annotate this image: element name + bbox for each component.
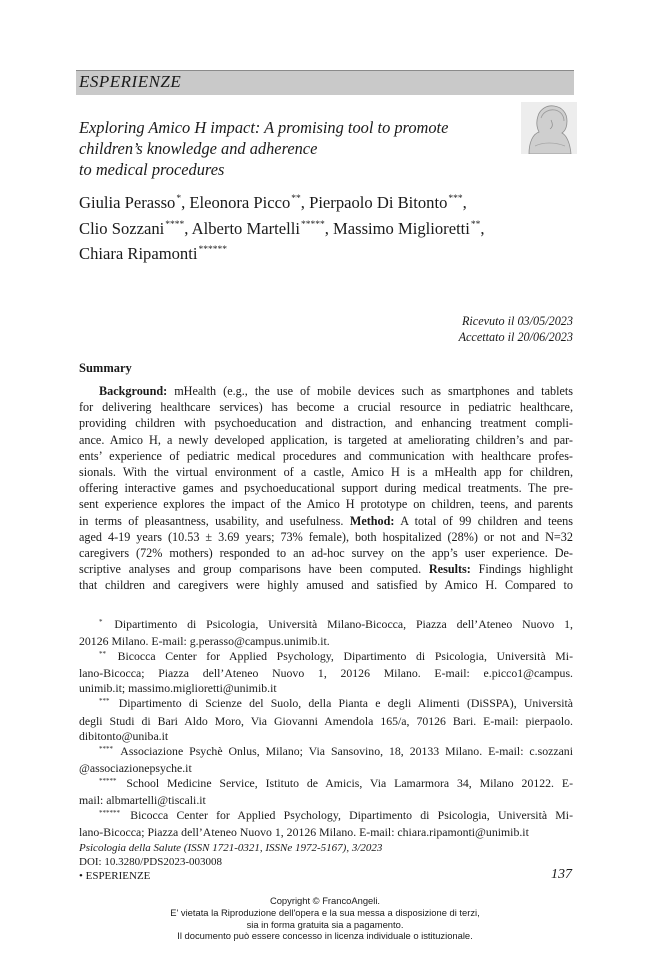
doi: DOI: 10.3280/PDS2023-003008: [79, 856, 223, 868]
footnote-mark: ******: [99, 809, 120, 818]
journal-section: • ESPERIENZE: [79, 870, 151, 882]
footnote-mark: *: [99, 618, 103, 626]
title-line: Exploring Amico H impact: A promising tool to promote: [79, 118, 449, 137]
author-name: Clio Sozzani: [79, 218, 165, 238]
journal-info: [79, 841, 382, 883]
footnote-line: lano-Bicocca; Piazza dell’Ateneo Nuovo 1, 20126 Milano. E-mail: chiara.ripamonti@unimib.it: [79, 825, 529, 840]
summary-heading: Summary: [79, 361, 132, 375]
footnote-line: lano-Bicocca; Piazza dell’Ateneo Nuovo 1, 20126 Milano. E-mail: e.picco1@campus.: [79, 666, 573, 681]
received-date: Ricevuto il 03/05/2023: [461, 314, 573, 328]
author-mark: *****: [300, 219, 325, 230]
summary-line: offering interactive games and psychoeducational support during medical treatments. The pre-: [79, 481, 573, 496]
footnote-line: degli Studi di Bari Aldo Moro, Via Giovanni Amendola 165/a, 70126 Bari. E-mail: pierpaolo.: [79, 713, 573, 728]
background-label: Background:: [99, 384, 168, 398]
footnote-mark: ****: [99, 744, 113, 753]
summary-line: [79, 383, 573, 399]
footnote-text: Dipartimento di Psicologia, Università Milano-Bicocca, Piazza dell’Ateneo Nuovo 1,: [114, 617, 573, 631]
footnote-text: Associazione Psychè Onlus, Milano; Via Sansovino, 18, 20133 Milano. E-mail: c.sozzani: [120, 743, 573, 758]
summary-line: aged 4-19 years (10.53 ± 3.69 years; 73% female), both hospitalized (28%) or not and N=32: [79, 529, 573, 544]
summary-line: caregivers (72% mothers) responded to an ad-hoc survey on the app’s user experience. De-: [79, 546, 573, 561]
footnote-line: [79, 744, 573, 761]
method-label: Method:: [349, 513, 395, 528]
footnote-line: 20126 Milano. E-mail: g.perasso@campus.unimib.it.: [79, 634, 330, 649]
summary-text: A total of 99 children and teens: [400, 513, 574, 528]
copyright-line: sia in forma gratuita sia a pagamento.: [246, 918, 404, 930]
summary-line: ance. Amico H, a newly developed application, is targeted at ameliorating children’s and par-: [79, 432, 573, 447]
summary-line: sionals. With the virtual environment of a castle, Amico H is a mHealth app for children,: [79, 465, 573, 480]
author-mark: ******: [198, 245, 227, 255]
summary-text: mHealth (e.g., the use of mobile devices such as smartphones and tablets: [174, 384, 574, 398]
summary-line: for delivering healthcare services) has become a crucial resource in pediatric healthcare,: [79, 400, 573, 415]
author-mark: **: [470, 219, 481, 230]
summary-line: that children and caregivers were highly amused and satisfied by Amico H. Compared to: [79, 578, 573, 593]
author-list: Giulia Perasso*, Eleonora Picco**, Pierpaolo Di Bitonto***, Clio Sozzani****, Alberto Martelli*****, Massimo Miglioretti**, Chiara Ripamonti******: [79, 193, 485, 263]
author-mark: ****: [165, 219, 185, 230]
footnote-text: Bicocca Center for Applied Psychology, Dipartimento di Psicologia, Università Mi-: [117, 649, 573, 664]
summary-body: [79, 383, 573, 594]
footnote-line: [79, 649, 573, 666]
page-number: 137: [551, 867, 572, 882]
footnote-line: dibitonto@uniba.it: [79, 728, 169, 743]
footnote-line: mail: albmartelli@tiscali.it: [79, 793, 206, 808]
copyright-line: E' vietata la Riproduzione dell'opera e la sua messa a disposizione di terzi,: [170, 906, 480, 918]
title-line: to medical procedures: [79, 160, 225, 179]
author-name: Pierpaolo Di Bitonto: [309, 193, 448, 212]
footnote-mark: ***: [99, 697, 110, 706]
footnotes: [79, 617, 573, 840]
author-name: Giulia Perasso: [79, 193, 176, 212]
copyright-notice: [0, 895, 650, 942]
footnote-text: Dipartimento di Scienze del Suolo, della Pianta e degli Alimenti (DiSSPA), Università: [118, 696, 574, 711]
copyright-line: Copyright © FrancoAngeli.: [269, 895, 381, 906]
footnote-text: Bicocca Center for Applied Psychology, Dipartimento di Psicologia, Università Mi-: [130, 808, 574, 823]
summary-line: ents’ experience of pediatric medical procedures and communication with healthcare profes-: [79, 448, 573, 463]
footnote-line: [79, 617, 573, 634]
title-line: children’s knowledge and adherence: [79, 139, 318, 158]
author-name: Eleonora Picco: [189, 193, 291, 212]
author-mark: **: [291, 194, 301, 204]
author-name: Massimo Miglioretti: [333, 218, 470, 238]
summary-text: in terms of pleasantness, usability, and usefulness.: [79, 513, 344, 528]
footnote-mark: *****: [99, 776, 117, 785]
footnote-mark: **: [99, 650, 106, 659]
summary-text: scriptive analyses and group comparisons have been computed.: [79, 562, 422, 577]
journal-citation: Psicologia della Salute (ISSN 1721-0321, ISSNe 1972-5167), 3/2023: [79, 842, 383, 854]
summary-text: Findings highlight: [478, 562, 574, 577]
submission-dates: [459, 313, 573, 345]
footnote-line: [79, 696, 573, 713]
summary-line: [79, 561, 573, 577]
author-mark: *: [176, 194, 182, 204]
footnote-line: [79, 776, 573, 793]
accepted-date: Accettato il 20/06/2023: [458, 330, 573, 344]
section-header-bar: [76, 70, 574, 95]
author-name: Alberto Martelli: [191, 218, 300, 238]
footnote-line: unimib.it; massimo.miglioretti@unimib.it: [79, 681, 277, 696]
copyright-line: Il documento può essere concesso in licenza individuale o istituzionale.: [177, 930, 473, 942]
portrait-illustration-icon: [521, 102, 577, 154]
summary-line: sent experience explores the impact of the Amico H prototype on children, teens, and parents: [79, 497, 573, 512]
footnote-text: School Medicine Service, Istituto de Amicis, Via Lamarmora 34, Milano 20122. E-: [126, 775, 573, 790]
summary-line: [79, 513, 573, 529]
results-label: Results:: [428, 562, 471, 577]
footnote-line: [79, 808, 573, 825]
article-title: [79, 117, 499, 180]
section-label: ESPERIENZE: [79, 72, 182, 91]
summary-line: providing children with psychoeducation and distraction, and enhancing treatment compli-: [79, 416, 573, 431]
author-mark: ***: [448, 194, 463, 204]
footnote-line: @associazionepsyche.it: [79, 760, 192, 775]
author-name: Chiara Ripamonti: [79, 244, 198, 263]
